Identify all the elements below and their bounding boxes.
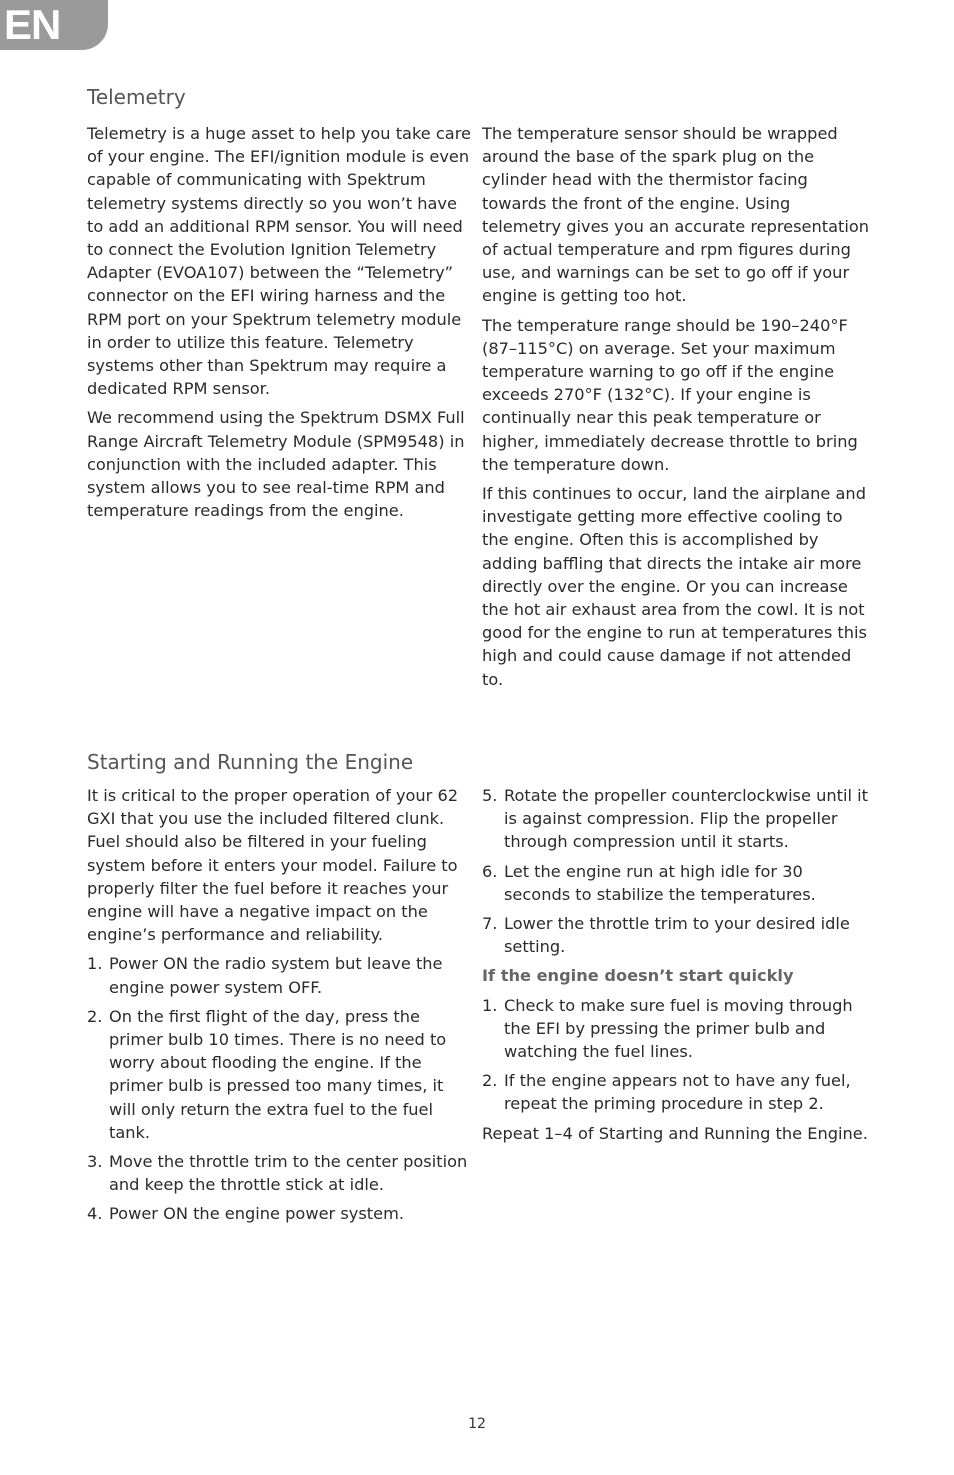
telemetry-paragraph: Telemetry is a huge asset to help you take care of your engine. The EFI/ignition module is even capable of communicating with Spektrum telemetry systems directly so you won’t have to add an additional RPM sensor. You will need to connect the Evolution Ignition Telemetry Adapter (EVOA107) between the “Telemetry” connector on the EFI wiring harness and the RPM port on your Spektrum telemetry module in order to utilize this feature. Telemetry systems other than Spektrum may require a dedicated RPM sensor. xyxy=(87,124,471,399)
telemetry-left-column xyxy=(87,122,475,528)
step-text: If the engine appears not to have any fuel, repeat the priming procedure in step 2. xyxy=(504,1071,851,1114)
troubleshoot-subheading: If the engine doesn’t start quickly xyxy=(482,966,794,986)
starting-outro: Repeat 1–4 of Starting and Running the Engine. xyxy=(482,1123,868,1143)
telemetry-title: Telemetry xyxy=(87,85,186,109)
telemetry-paragraph: The temperature sensor should be wrapped around the base of the spark plug on the cylinder head with the thermistor facing towards the front of the engine. Using telemetry gives you an accurate representation of actual temperature and rpm figures during use, and warnings can be set to go off if your engine is getting too hot. xyxy=(482,124,870,306)
step-number: 3. xyxy=(87,1152,103,1172)
step-text: Lower the throttle trim to your desired idle setting. xyxy=(504,914,850,957)
list-item xyxy=(87,952,475,998)
list-item xyxy=(87,1150,475,1196)
starting-title: Starting and Running the Engine xyxy=(87,750,414,774)
step-number: 1. xyxy=(482,995,498,1015)
step-text: Check to make sure fuel is moving through the EFI by pressing the primer bulb and watching the fuel lines. xyxy=(504,995,853,1062)
list-item xyxy=(482,860,870,906)
telemetry-paragraph: If this continues to occur, land the airplane and investigate getting more effective cooling to the engine. Often this is accomplished by adding baffling that directs the intake air more directly over the engine. Or you can increase the hot air exhaust area from the cowl. It is not good for the engine to run at temperatures this high and could cause damage if not attended to. xyxy=(482,484,867,689)
language-tab: EN xyxy=(0,0,108,50)
step-number: 7. xyxy=(482,914,498,934)
starting-intro: It is critical to the proper operation of your 62 GXI that you use the included filtered clunk. Fuel should also be filtered in your fueling system before it enters your model. Failure to properly filter the fuel before it reaches your engine will have a negative impact on the engine’s performance and reliability. xyxy=(87,786,459,945)
page-number: 12 xyxy=(468,1416,486,1432)
step-text: Let the engine run at high idle for 30 seconds to stabilize the temperatures. xyxy=(504,861,816,904)
troubleshoot-steps-list xyxy=(482,994,870,1116)
telemetry-right-column xyxy=(482,122,870,697)
list-item xyxy=(87,1005,475,1144)
step-text: Power ON the radio system but leave the engine power system OFF. xyxy=(109,954,443,997)
step-number: 2. xyxy=(87,1006,103,1026)
list-item xyxy=(87,1202,475,1225)
step-number: 6. xyxy=(482,861,498,881)
starting-right-column xyxy=(482,784,870,1151)
step-number: 5. xyxy=(482,786,498,805)
list-item xyxy=(482,784,870,854)
step-text: Rotate the propeller counterclockwise until it is against compression. Flip the propeller through compression until it starts. xyxy=(504,786,868,852)
starting-steps-list-continued xyxy=(482,784,870,958)
telemetry-paragraph: The temperature range should be 190–240°F (87–115°C) on average. Set your maximum temperature warning to go off if the engine exceeds 270°F (132°C). If your engine is continually near this peak temperature or higher, immediately decrease throttle to bring the temperature down. xyxy=(482,315,858,474)
list-item xyxy=(482,1069,870,1115)
starting-steps-list xyxy=(87,952,475,1225)
telemetry-paragraph: We recommend using the Spektrum DSMX Full Range Aircraft Telemetry Module (SPM9548) in conjunction with the included adapter. This system allows you to see real-time RPM and temperature readings from the engine. xyxy=(87,408,465,521)
list-item xyxy=(482,912,870,958)
list-item xyxy=(482,994,870,1064)
step-number: 4. xyxy=(87,1204,103,1224)
starting-left-column xyxy=(87,784,475,1232)
step-number: 2. xyxy=(482,1071,498,1091)
step-number: 1. xyxy=(87,954,103,974)
step-text: Power ON the engine power system. xyxy=(109,1204,404,1224)
step-text: Move the throttle trim to the center position and keep the throttle stick at idle. xyxy=(109,1152,468,1195)
step-text: On the first flight of the day, press the primer bulb 10 times. There is no need to worry about flooding the engine. If the primer bulb is pressed too many times, it will only return the extra fuel to the fuel tank. xyxy=(109,1006,447,1142)
